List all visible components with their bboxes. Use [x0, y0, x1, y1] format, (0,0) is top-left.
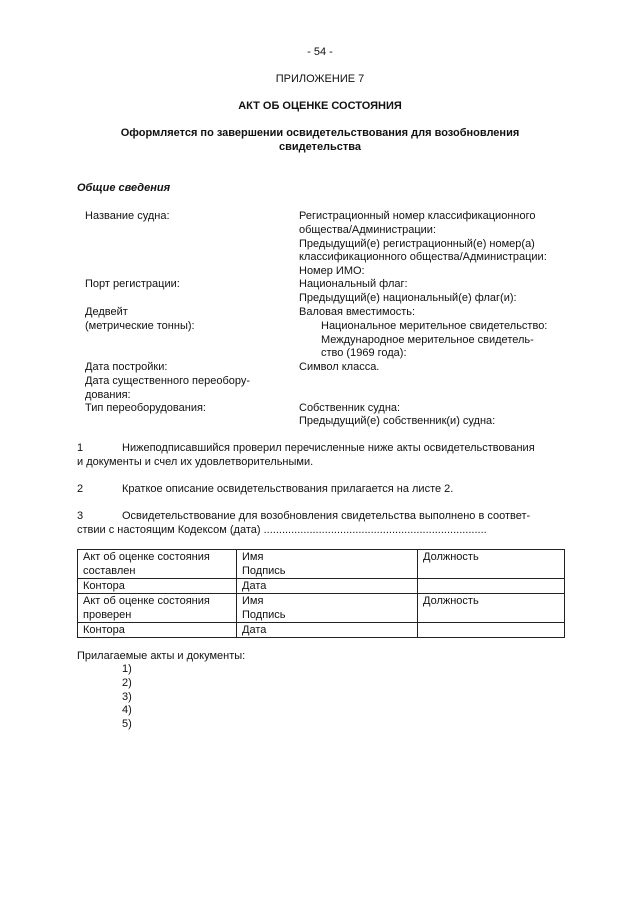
table-row: [78, 594, 565, 623]
field-reg-number: Регистрационный номер классификационного: [299, 210, 536, 222]
field-intl-cert: Международное мерительное свидетель-: [321, 334, 534, 346]
list-item: 5): [122, 718, 132, 730]
field-prev-owner: Предыдущий(е) собственник(и) судна:: [299, 415, 496, 427]
date-label: Дата: [237, 623, 418, 638]
field-flag: Национальный флаг:: [299, 278, 408, 290]
field-class-symbol: Символ класса.: [299, 361, 380, 373]
item-2-text: Краткое описание освидетельствования прилагается на листе 2.: [122, 483, 454, 495]
field-prev-reg-number: Предыдущий(е) регистрационный(е) номер(а): [299, 238, 535, 250]
field-gross-tonnage: Валовая вместимость:: [299, 306, 416, 318]
field-ship-name: Название судна:: [85, 210, 170, 222]
position-label: Должность: [418, 594, 565, 623]
signature-table: [77, 549, 565, 638]
position-label: Должность: [418, 550, 565, 579]
verified-label: Акт об оценке состояния: [83, 595, 210, 607]
list-item: 2): [122, 677, 132, 689]
field-reg-number-cont: общества/Администрации:: [299, 224, 436, 236]
item-3-number: 3: [77, 510, 84, 522]
table-row: [78, 579, 565, 594]
table-cell: [78, 550, 237, 579]
field-deadweight-unit: (метрические тонны):: [85, 320, 195, 332]
compiled-label: Акт об оценке состояния: [83, 551, 210, 563]
signature-label: Подпись: [242, 565, 286, 577]
date-label: Дата: [237, 579, 418, 594]
list-item: 1): [122, 663, 132, 675]
list-item: 4): [122, 704, 132, 716]
table-cell: [78, 594, 237, 623]
office-label: Контора: [78, 579, 237, 594]
field-conversion-date-cont: дования:: [85, 389, 131, 401]
table-cell: [237, 594, 418, 623]
field-deadweight: Дедвейт: [85, 306, 128, 318]
document-title: АКТ ОБ ОЦЕНКЕ СОСТОЯНИЯ: [238, 100, 402, 112]
field-conversion-type: Тип переоборудования:: [85, 402, 206, 414]
appendix-label: ПРИЛОЖЕНИЕ 7: [275, 73, 365, 85]
field-national-cert: Национальное мерительное свидетельство:: [321, 320, 548, 332]
verified-label-cont: проверен: [83, 609, 132, 621]
field-build-date: Дата постройки:: [85, 361, 168, 373]
section-heading: Общие сведения: [77, 182, 171, 194]
list-item: 3): [122, 691, 132, 703]
field-conversion-date: Дата существенного переобору-: [85, 375, 251, 387]
subtitle-line-1: Оформляется по завершении освидетельствования для возобновления: [120, 127, 520, 139]
page-number: - 54 -: [307, 46, 333, 58]
field-prev-reg-number-cont: классификационного общества/Администрации:: [299, 251, 547, 263]
field-imo: Номер ИМО:: [299, 265, 365, 277]
item-2-number: 2: [77, 483, 84, 495]
item-3-text-cont: ствии с настоящим Кодексом (дата) .........................................................................: [77, 524, 487, 536]
item-3-text: Освидетельствование для возобновления свидетельства выполнено в соответ-: [122, 510, 531, 522]
table-row: [78, 623, 565, 638]
table-cell: [418, 623, 565, 638]
table-cell: [237, 550, 418, 579]
field-owner: Собственник судна:: [299, 402, 401, 414]
office-label: Контора: [78, 623, 237, 638]
subtitle-line-2: свидетельства: [278, 141, 362, 153]
compiled-label-cont: составлен: [83, 565, 136, 577]
field-intl-cert-cont: ство (1969 года):: [321, 347, 407, 359]
item-1-number: 1: [77, 442, 84, 454]
table-row: [78, 550, 565, 579]
name-label: Имя: [242, 551, 264, 563]
signature-label: Подпись: [242, 609, 286, 621]
attachments-heading: Прилагаемые акты и документы:: [77, 650, 246, 662]
field-port: Порт регистрации:: [85, 278, 180, 290]
item-1-text: Нижеподписавшийся проверил перечисленные ниже акты освидетельствования: [122, 442, 535, 454]
item-1-text-cont: и документы и счел их удовлетворительными.: [77, 456, 314, 468]
name-label: Имя: [242, 595, 264, 607]
field-prev-flag: Предыдущий(е) национальный(е) флаг(и):: [299, 292, 517, 304]
table-cell: [418, 579, 565, 594]
